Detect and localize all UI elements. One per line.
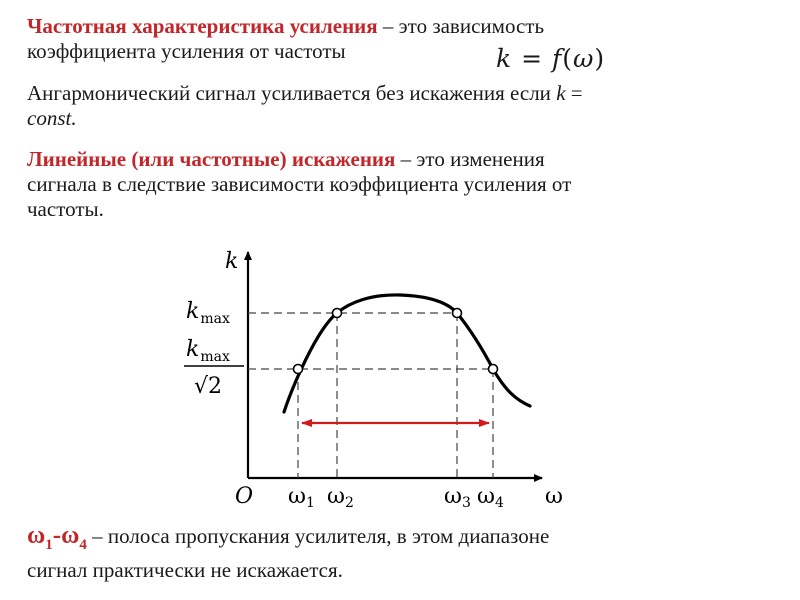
definition-1-text-2: коэффициента усиления от частоты [27, 39, 346, 63]
origin-label: O [235, 484, 254, 509]
formula-close: ) [594, 44, 606, 73]
point-omega1 [294, 365, 303, 374]
omega4-label: ω4 [477, 484, 504, 511]
point-omega3 [453, 309, 462, 318]
anharmonic-k: k [556, 81, 566, 105]
guide-lines [248, 313, 493, 478]
omega1-label: ω1 [288, 484, 315, 511]
point-omega4 [489, 365, 498, 374]
bandwidth-omega4: $\omega_4$ [61, 522, 87, 553]
x-axis-label: ω [545, 484, 563, 509]
term-frequency-response: Частотная характеристика усиления [27, 14, 378, 38]
definition-1-text-1: – это зависимость [377, 14, 545, 38]
formula-lhs: k = f [496, 44, 563, 73]
y-axis-label: k [225, 249, 239, 274]
kmax-root2-numerator: $k_{max}$ [186, 337, 230, 365]
anharmonic-text: Ангармонический сигнал усиливается без искажения если [27, 81, 557, 105]
anharmonic-const: const. [27, 106, 77, 130]
bandwidth-text-1: – полоса пропускания усилителя, в этом диапазоне [86, 524, 550, 548]
definition-2-text-1: – это изменения [395, 147, 545, 171]
anharmonic-eq: = [565, 81, 583, 105]
bandwidth-statement [27, 523, 549, 583]
point-omega2 [333, 309, 342, 318]
definition-2-text-2: сигнала в следствие зависимости коэффициента усиления от [27, 172, 572, 196]
omega2-label: ω2 [327, 484, 354, 511]
term-linear-distortions: Линейные (или частотные) искажения [27, 147, 396, 171]
bandwidth-text-2: сигнал практически не искажается. [27, 558, 343, 582]
bandwidth-omega1: $\omega_1$ [27, 522, 53, 553]
omega3-label: ω3 [444, 484, 471, 511]
formula-open: ( [562, 44, 574, 73]
kmax-root2-denominator: √2 [194, 374, 223, 399]
formula-var: ω [573, 44, 595, 73]
definition-2-text-3: частоты. [27, 197, 104, 221]
kmax-label: $k_{max}$ [186, 299, 230, 327]
bandwidth-dash: - [52, 522, 62, 549]
